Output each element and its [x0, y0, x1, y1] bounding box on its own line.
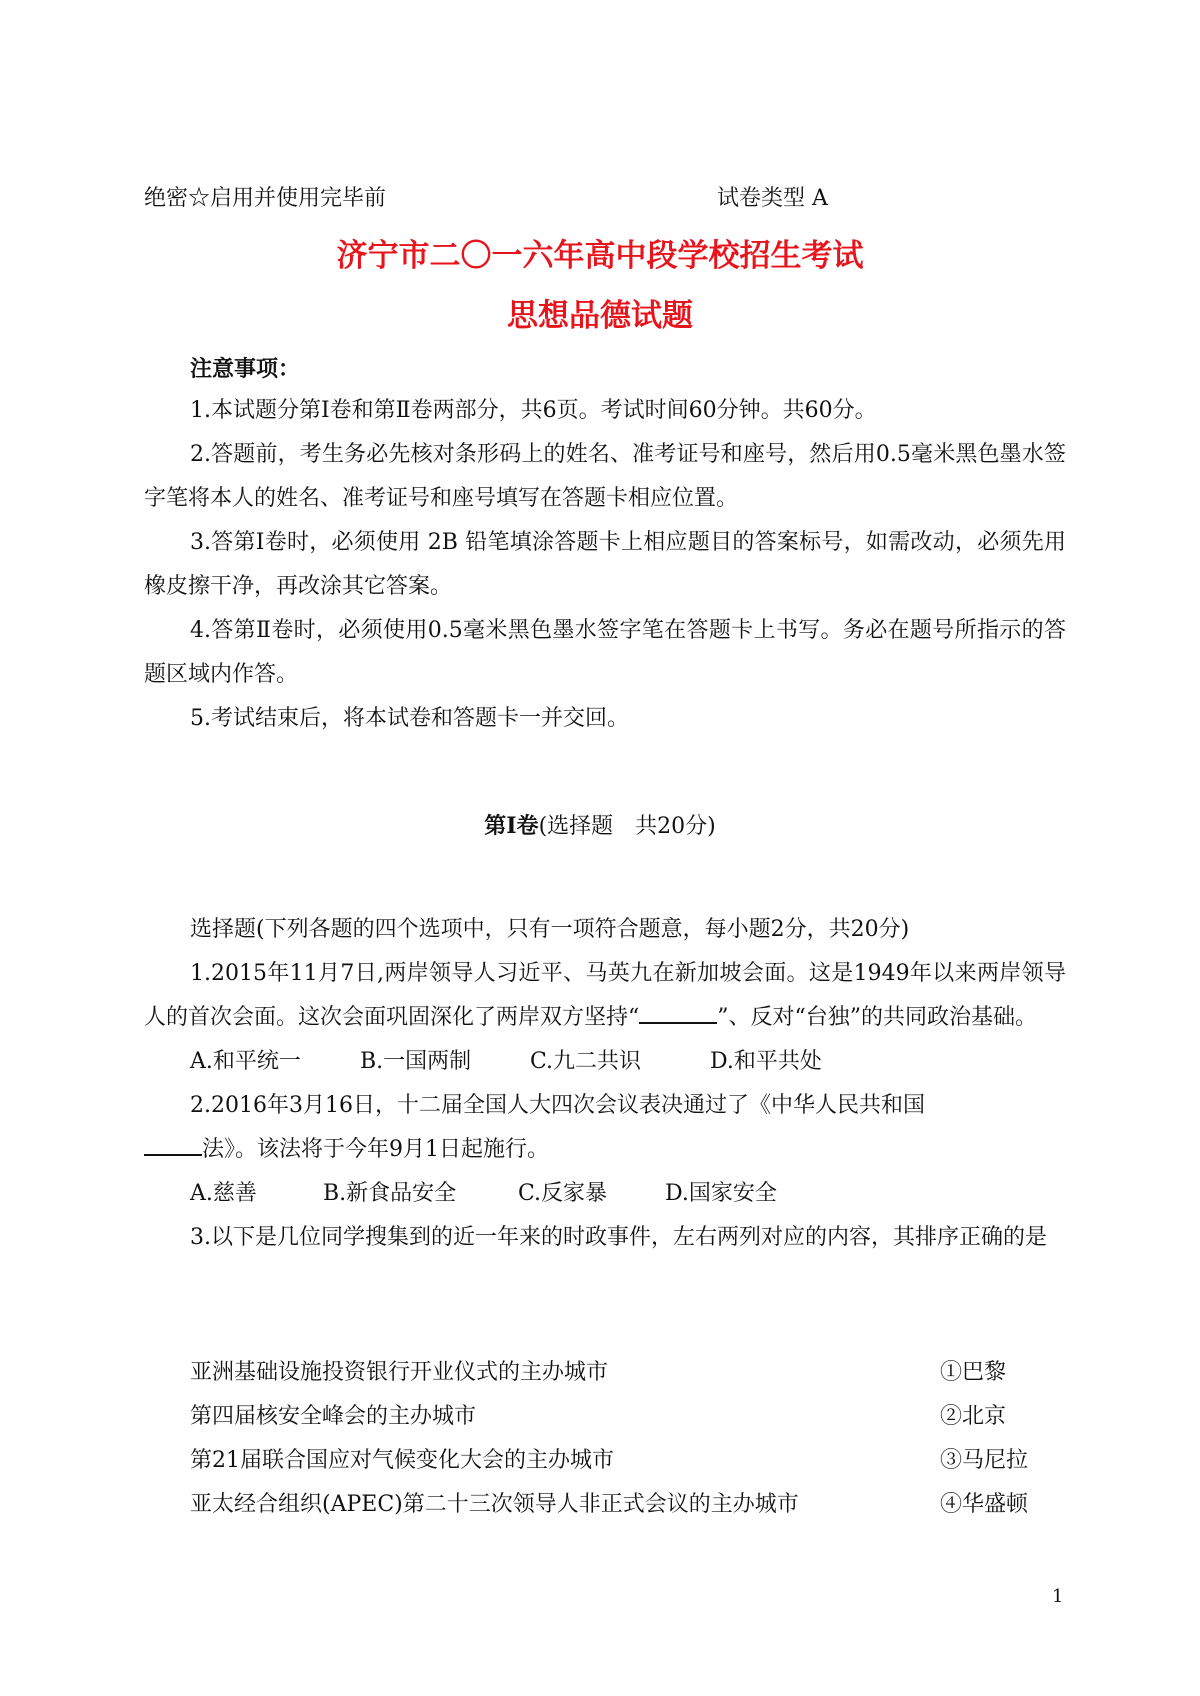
match-left-item: 亚太经合组织(APEC)第二十三次领导人非正式会议的主办城市	[190, 1492, 799, 1517]
option-a: A.慈善	[190, 1181, 257, 1206]
match-left-item: 亚洲基础设施投资银行开业仪式的主办城市	[190, 1360, 609, 1385]
notes-list	[144, 389, 1066, 741]
question-2-stem	[144, 1084, 1066, 1172]
question-3-stem: 3.以下是几位同学搜集到的近一年来的时政事件，左右两列对应的内容，其排序正确的是	[190, 1225, 1047, 1250]
option-d: D.和平共处	[710, 1049, 822, 1074]
note-item: 4.答第Ⅱ卷时，必须使用0.5毫米黑色墨水签字笔在答题卡上书写。务必在题号所指示的答题区域内作答。	[144, 618, 1066, 687]
match-right-item: ②北京	[940, 1404, 1007, 1429]
note-item: 3.答第Ⅰ卷时，必须使用 2B 铅笔填涂答题卡上相应题目的答案标号，如需改动，必须先用橡皮擦干净，再改涂其它答案。	[144, 530, 1066, 599]
option-d: D.国家安全	[665, 1181, 777, 1206]
option-b: B.一国两制	[360, 1049, 472, 1074]
subject-title: 思想品德试题	[507, 298, 693, 334]
option-c: C.九二共识	[530, 1049, 642, 1074]
section-instruction: 选择题(下列各题的四个选项中，只有一项符合题意，每小题2分，共20分)	[190, 917, 910, 942]
answer-blank	[639, 998, 717, 1024]
paper-type-label: 试卷类型 A	[717, 186, 828, 211]
question-2-options	[144, 1172, 1066, 1216]
section-heading-bold: 第Ⅰ卷	[484, 813, 539, 839]
notes-heading: 注意事项：	[190, 356, 301, 382]
match-right-item: ③马尼拉	[940, 1448, 1029, 1473]
page-number: 1	[1052, 1586, 1064, 1607]
question-1-stem-b: ”、反对“台独”的共同政治基础。	[717, 1005, 1037, 1030]
answer-blank	[144, 1130, 202, 1156]
option-c: C.反家暴	[518, 1181, 608, 1206]
match-left-item: 第21届联合国应对气候变化大会的主办城市	[190, 1448, 614, 1473]
confidential-label: 绝密☆启用并使用完毕前	[144, 186, 387, 211]
match-left-item: 第四届核安全峰会的主办城市	[190, 1404, 477, 1429]
question-2-stem-a: 2.2016年3月16日，十二届全国人大四次会议表决通过了《中华人民共和国	[190, 1093, 925, 1118]
question-2-stem-b: 法》。该法将于今年9月1日起施行。	[202, 1137, 549, 1162]
option-a: A.和平统一	[190, 1049, 301, 1074]
note-item: 2.答题前，考生务必先核对条形码上的姓名、准考证号和座号，然后用0.5毫米黑色墨水签字笔将本人的姓名、准考证号和座号填写在答题卡相应位置。	[144, 442, 1066, 511]
section-heading-rest: (选择题 共20分)	[538, 814, 716, 839]
match-right-item: ①巴黎	[940, 1360, 1007, 1385]
note-item: 5.考试结束后，将本试卷和答题卡一并交回。	[190, 706, 629, 731]
option-b: B.新食品安全	[323, 1181, 457, 1206]
section-heading	[0, 811, 1200, 842]
match-right-item: ④华盛顿	[940, 1492, 1029, 1517]
questions-block	[144, 908, 1066, 1260]
question-1-options	[144, 1040, 1066, 1084]
question-1-stem-a: 1.2015年11月7日,两岸领导人习近平、马英九在新加坡会面。这是1949年以来两岸领导人的首次会面。这次会面巩固深化了两岸双方坚持“	[144, 961, 1066, 1030]
exam-title: 济宁市二〇一六年高中段学校招生考试	[336, 238, 864, 274]
note-item: 1.本试题分第Ⅰ卷和第Ⅱ卷两部分，共6页。考试时间60分钟。共60分。	[190, 398, 877, 423]
question-1-stem	[144, 952, 1066, 1040]
